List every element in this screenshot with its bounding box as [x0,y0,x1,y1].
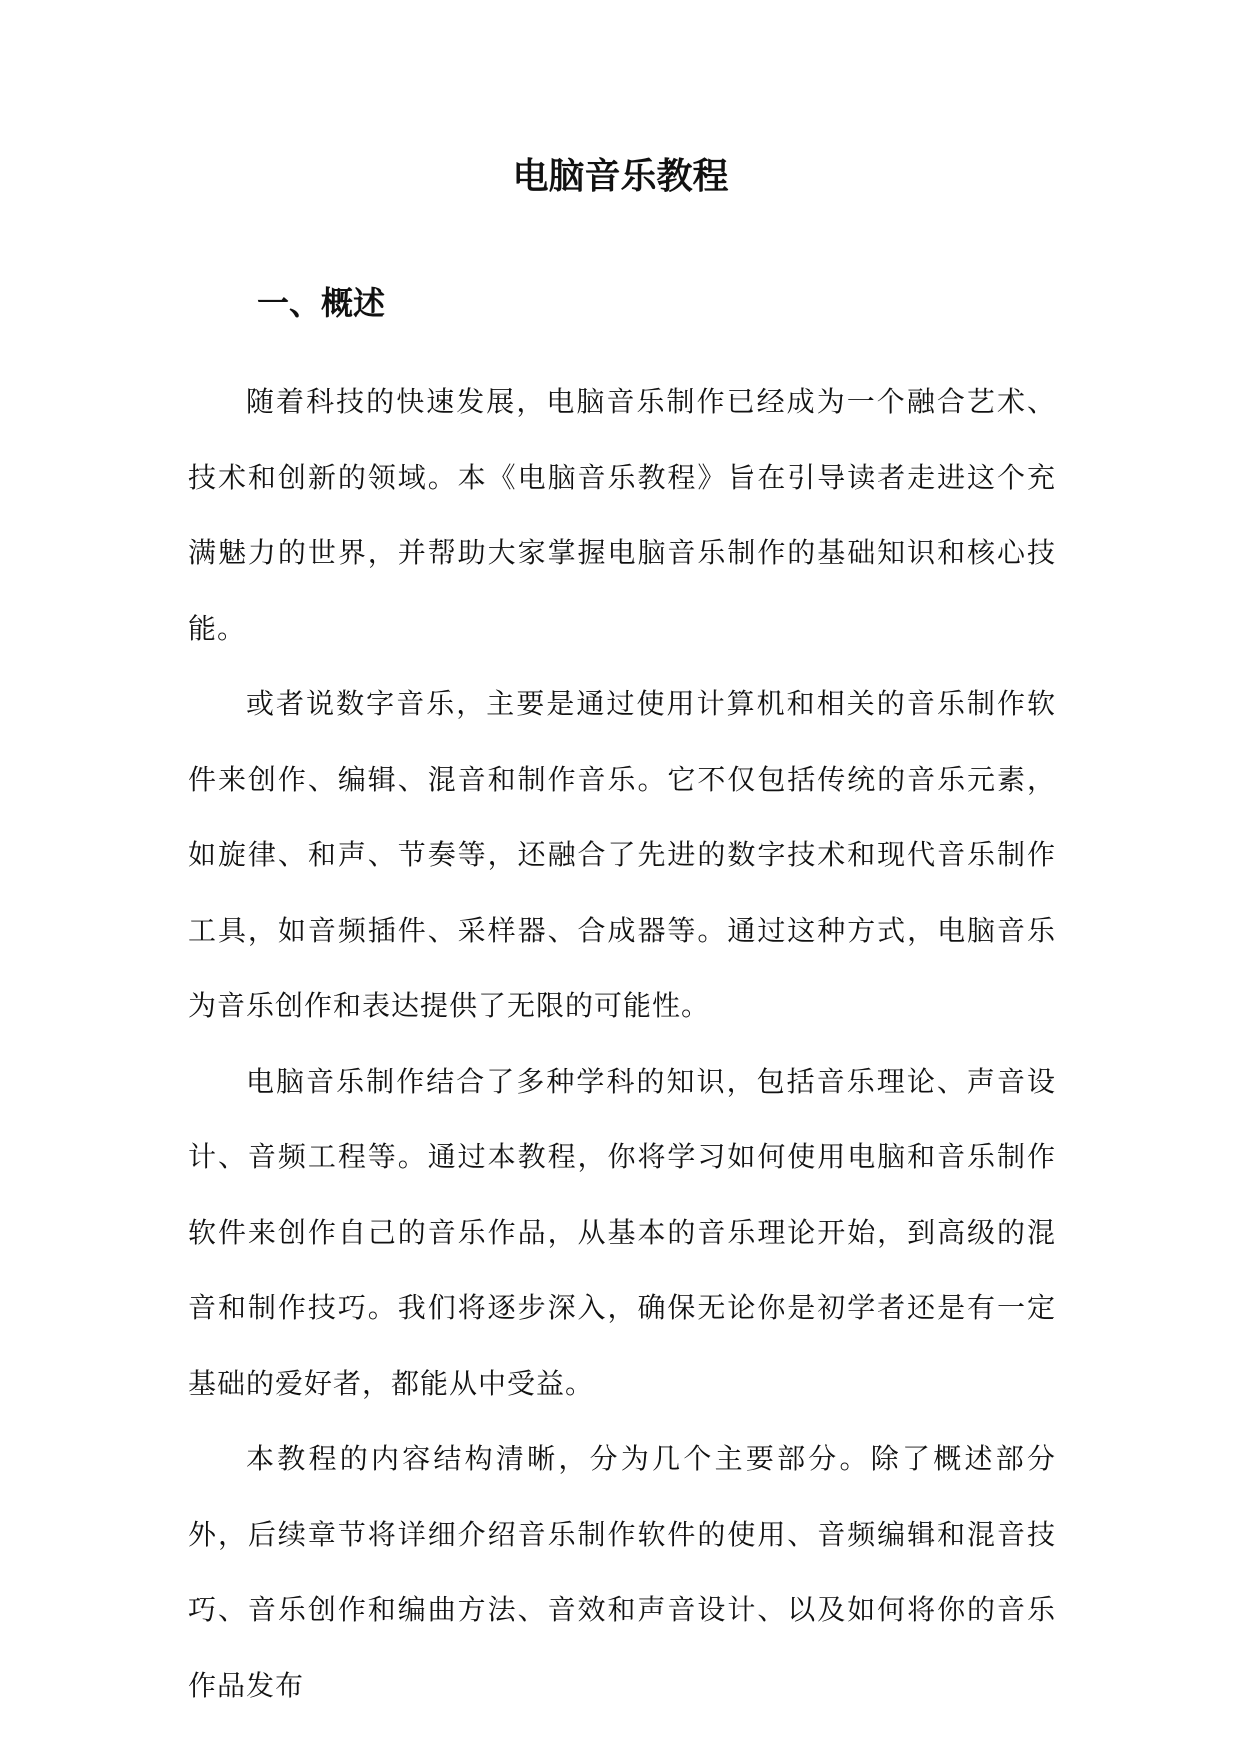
body-text [188,364,1056,1723]
paragraph-3: 电脑音乐制作结合了多种学科的知识，包括音乐理论、声音设计、音频工程等。通过本教程，你将学习如何使用电脑和音乐制作软件来创作自己的音乐作品，从基本的音乐理论开始，到高级的混音和制作技巧。我们将逐步深入，确保无论你是初学者还是有一定基础的爱好者，都能从中受益。 [188,1064,1056,1400]
document-title: 电脑音乐教程 [512,155,729,197]
paragraph-4: 本教程的内容结构清晰，分为几个主要部分。除了概述部分外，后续章节将详细介绍音乐制作软件的使用、音频编辑和混音技巧、音乐创作和编曲方法、音效和声音设计、以及如何将你的音乐作品发布 [188,1442,1056,1702]
paragraph-1: 随着科技的快速发展，电脑音乐制作已经成为一个融合艺术、技术和创新的领域。本《电脑音乐教程》旨在引导读者走进这个充满魅力的世界，并帮助大家掌握电脑音乐制作的基础知识和核心技能。 [188,385,1056,645]
section-heading-overview: 一、概述 [257,284,386,322]
paragraph-2: 或者说数字音乐，主要是通过使用计算机和相关的音乐制作软件来创作、编辑、混音和制作音乐。它不仅包括传统的音乐元素，如旋律、和声、节奏等，还融合了先进的数字技术和现代音乐制作工具，如音频插件、采样器、合成器等。通过这种方式，电脑音乐为音乐创作和表达提供了无限的可能性。 [188,687,1056,1022]
